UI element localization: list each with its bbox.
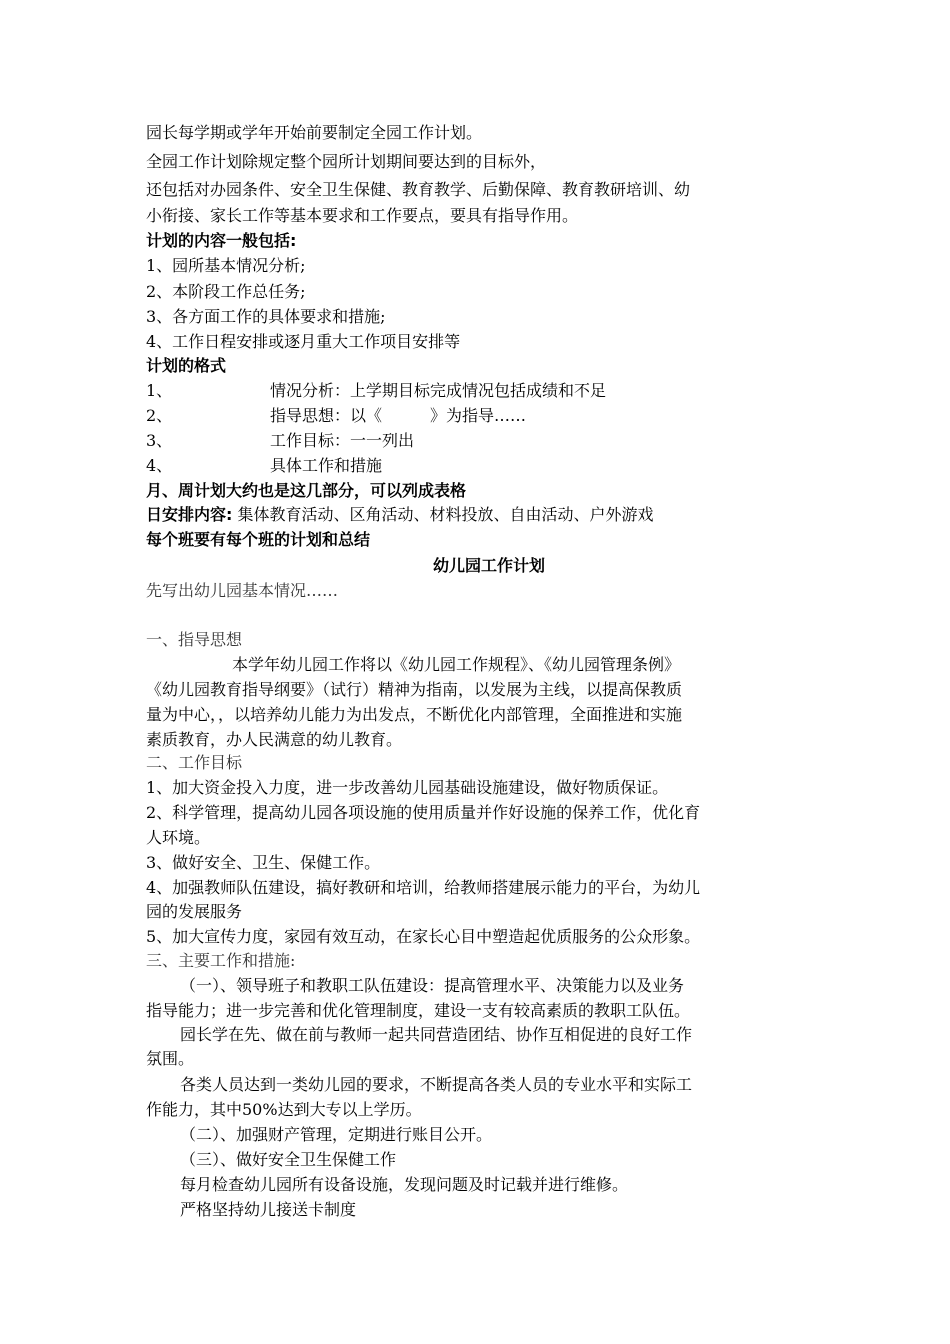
section3-line-8: （三）、做好安全卫生保健工作 bbox=[180, 1150, 397, 1169]
format-item-text: 具体工作和措施 bbox=[270, 456, 383, 475]
content-item-2: 2、本阶段工作总任务; bbox=[146, 282, 306, 301]
section2-line-2: 2、科学管理，提高幼儿园各项设施的使用质量并作好设施的保养工作，优化育 bbox=[146, 803, 701, 822]
section1-heading: 一、指导思想 bbox=[146, 630, 243, 649]
section3-line-4: 氛围。 bbox=[146, 1049, 195, 1068]
content-heading: 计划的内容一般包括: bbox=[146, 231, 297, 250]
daily-label: 日安排内容: bbox=[146, 505, 233, 524]
class-note: 每个班要有每个班的计划和总结 bbox=[146, 530, 371, 549]
section1-line-1: 本学年幼儿园工作将以《幼儿园工作规程》、《幼儿园管理条例》 bbox=[232, 655, 681, 674]
format-item-text: 指导思想：以《 》为指导…… bbox=[270, 406, 527, 425]
section2-line-3: 人环境。 bbox=[146, 828, 211, 847]
section3-line-6: 作能力，其中50%达到大专以上学历。 bbox=[146, 1100, 422, 1119]
section3-line-5: 各类人员达到一类幼儿园的要求，不断提高各类人员的专业水平和实际工 bbox=[180, 1075, 693, 1094]
format-item-text: 工作目标：一一列出 bbox=[270, 431, 415, 450]
section2-line-6: 园的发展服务 bbox=[146, 902, 243, 921]
format-item-num: 2、 bbox=[146, 406, 173, 425]
content-item-3: 3、各方面工作的具体要求和措施; bbox=[146, 307, 386, 326]
format-item-4 bbox=[146, 453, 383, 479]
intro-line-4: 小衔接、家长工作等基本要求和工作要点，要具有指导作用。 bbox=[146, 206, 579, 225]
intro-line-1: 园长每学期或学年开始前要制定全园工作计划。 bbox=[146, 123, 483, 142]
section3-heading: 三、主要工作和措施: bbox=[146, 951, 296, 970]
section3-line-3: 园长学在先、做在前与教师一起共同营造团结、协作互相促进的良好工作 bbox=[180, 1025, 693, 1044]
section3-line-2: 指导能力；进一步完善和优化管理制度，建设一支有较高素质的教职工队伍。 bbox=[146, 1001, 691, 1020]
section3-line-9: 每月检查幼儿园所有设备设施，发现问题及时记载并进行维修。 bbox=[180, 1175, 629, 1194]
intro-line-2: 全园工作计划除规定整个园所计划期间要达到的目标外， bbox=[146, 152, 547, 171]
section2-line-1: 1、加大资金投入力度，进一步改善幼儿园基础设施建设，做好物质保证。 bbox=[146, 778, 669, 797]
format-item-3 bbox=[146, 428, 415, 454]
section1-line-4: 素质教育，办人民满意的幼儿教育。 bbox=[146, 730, 403, 749]
content-item-1: 1、园所基本情况分析; bbox=[146, 256, 306, 275]
section3-line-7: （二）、加强财产管理，定期进行账目公开。 bbox=[180, 1125, 493, 1144]
section3-line-1: （一）、领导班子和教职工队伍建设：提高管理水平、决策能力以及业务 bbox=[180, 976, 685, 995]
plan-title: 幼儿园工作计划 bbox=[433, 556, 546, 575]
daily-text: 集体教育活动、区角活动、材料投放、自由活动、户外游戏 bbox=[237, 505, 654, 524]
daily-arrangement bbox=[146, 502, 654, 528]
section2-heading: 二、工作目标 bbox=[146, 753, 243, 772]
format-item-num: 4、 bbox=[146, 456, 173, 475]
section1-line-2: 《幼儿园教育指导纲要》（试行）精神为指南，以发展为主线，以提高保教质 bbox=[146, 680, 683, 699]
format-item-1 bbox=[146, 378, 607, 404]
section3-line-10: 严格坚持幼儿接送卡制度 bbox=[180, 1200, 357, 1219]
intro-line-3: 还包括对办园条件、安全卫生保健、教育教学、后勤保障、教育教研培训、幼 bbox=[146, 180, 691, 199]
format-item-2 bbox=[146, 403, 527, 429]
section2-line-5: 4、加强教师队伍建设，搞好教研和培训，给教师搭建展示能力的平台，为幼儿 bbox=[146, 878, 701, 897]
section2-line-7: 5、加大宣传力度，家园有效互动，在家长心目中塑造起优质服务的公众形象。 bbox=[146, 927, 701, 946]
monthly-note: 月、周计划大约也是这几部分，可以列成表格 bbox=[146, 481, 467, 500]
plan-intro: 先写出幼儿园基本情况…… bbox=[146, 581, 339, 600]
content-item-4: 4、工作日程安排或逐月重大工作项目安排等 bbox=[146, 332, 461, 351]
section1-line-3: 量为中心，，以培养幼儿能力为出发点，不断优化内部管理，全面推进和实施 bbox=[146, 705, 683, 724]
format-item-num: 1、 bbox=[146, 381, 173, 400]
format-heading: 计划的格式 bbox=[146, 356, 227, 375]
format-item-text: 情况分析：上学期目标完成情况包括成绩和不足 bbox=[270, 381, 607, 400]
section2-line-4: 3、做好安全、卫生、保健工作。 bbox=[146, 853, 381, 872]
format-item-num: 3、 bbox=[146, 431, 173, 450]
